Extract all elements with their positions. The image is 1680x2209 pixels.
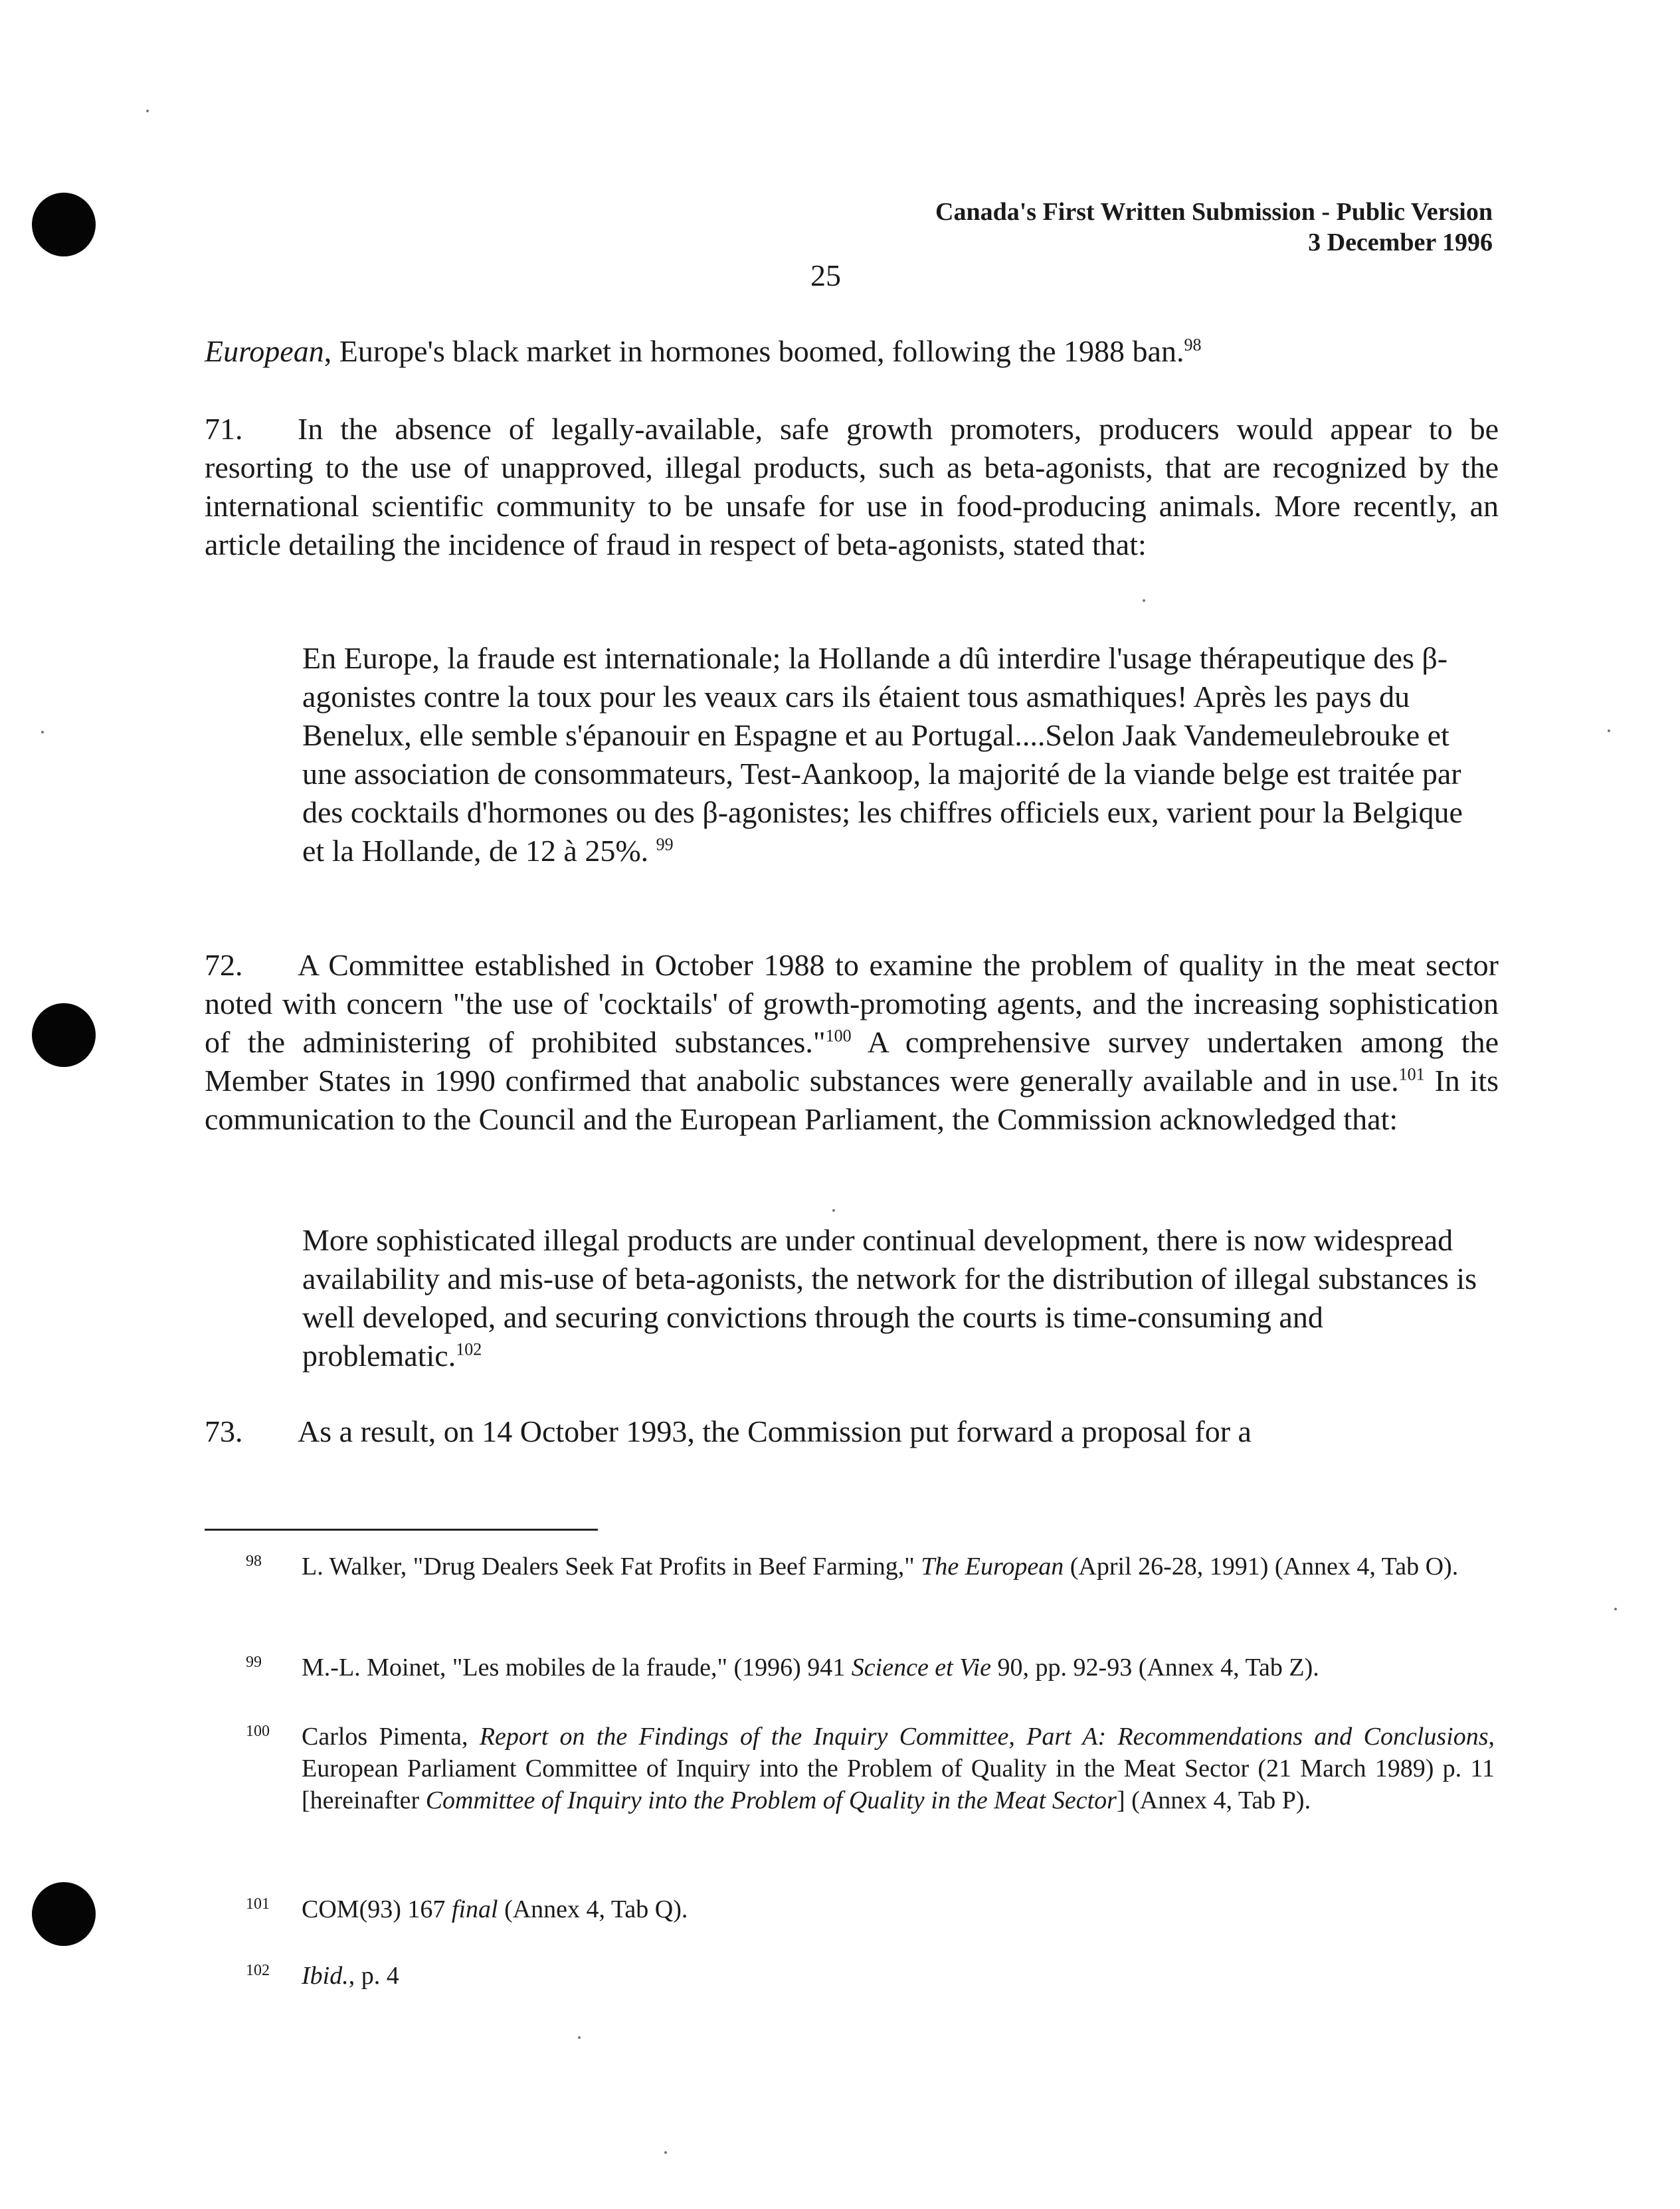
page-number: 25 [810, 258, 841, 292]
scan-speck [146, 110, 149, 112]
binder-hole-bottom [32, 1882, 96, 1946]
intro-text: , Europe's black market in hormones boomed, following the 1988 ban. [324, 334, 1184, 368]
scan-speck [1143, 599, 1145, 602]
footnote-number: 102 [246, 1962, 270, 1979]
paragraph-71 [205, 410, 1499, 564]
paragraph-text: As a result, on 14 October 1993, the Commission put forward a proposal for a [298, 1414, 1252, 1448]
paragraph-text: A comprehensive survey undertaken among the Member States in 1990 confirmed that anabolic substances were generally available and in use. [205, 1025, 1499, 1098]
footnote-ref-101: 101 [1398, 1064, 1425, 1084]
footnote-99 [246, 1652, 1495, 1683]
paragraph-72 [205, 946, 1499, 1139]
footnote-number: 101 [246, 1895, 270, 1913]
paragraph-text: A Committee established in October 1988 to examine the problem of quality in the meat sector noted with concern "the use of 'cocktails' of growth-promoting agents, and the increasing sophistication of the administering of prohibited substances." [205, 948, 1499, 1059]
footnote-text: L. Walker, "Drug Dealers Seek Fat Profits in Beef Farming," The European (April 26-28, 1991) (Annex 4, Tab O). [302, 1553, 1459, 1581]
paragraph-text: In the absence of legally-available, safe growth promoters, producers would appear to be resorting to the use of unapproved, illegal products, such as beta-agonists, that are recognized by the international scientific community to be unsafe for use in food-producing animals. More recently, an article detailing the incidence of fraud in respect of beta-agonists, stated that: [205, 412, 1499, 561]
paragraph-number: 72. [205, 948, 243, 982]
paragraph-73 [205, 1412, 1499, 1451]
footnote-ref-98: 98 [1184, 335, 1202, 355]
binder-hole-middle [32, 1003, 96, 1067]
paragraph-text: In its communication to the Council and the European Parliament, the Commission acknowledged that: [205, 1064, 1499, 1136]
document-header-date: 3 December 1996 [1308, 229, 1493, 256]
scan-speck [664, 2151, 667, 2154]
binder-hole-top [32, 193, 96, 256]
footnote-text: COM(93) 167 final (Annex 4, Tab Q). [302, 1895, 688, 1923]
block-quote-commission [302, 1221, 1485, 1375]
intro-italic: European [205, 334, 324, 368]
scan-speck [578, 2036, 581, 2039]
continuation-line [205, 332, 1499, 371]
footnote-text: Ibid., p. 4 [302, 1962, 399, 1990]
footnote-ref-99: 99 [656, 834, 674, 854]
footnote-number: 100 [246, 1723, 270, 1740]
footnote-101 [246, 1893, 1495, 1925]
scan-speck [1614, 1608, 1617, 1610]
footnote-separator [205, 1529, 598, 1531]
footnote-ref-100: 100 [825, 1026, 852, 1046]
paragraph-number: 71. [205, 412, 243, 446]
footnote-100 [246, 1721, 1495, 1816]
document-header-title: Canada's First Written Submission - Public Version [935, 198, 1493, 226]
footnote-98 [246, 1551, 1495, 1583]
quote-text: More sophisticated illegal products are under continual development, there is now widespread availability and mis-use of beta-agonists, the network for the distribution of illegal substances is well developed, and securing convictions through the courts is time-consuming and problematic. [302, 1223, 1477, 1373]
footnote-number: 98 [246, 1553, 262, 1570]
footnote-text: M.-L. Moinet, "Les mobiles de la fraude," (1996) 941 Science et Vie 90, pp. 92-93 (Annex 4, Tab Z). [302, 1654, 1319, 1681]
footnote-ref-102: 102 [456, 1339, 482, 1359]
footnote-number: 99 [246, 1654, 262, 1671]
scan-speck [1608, 729, 1610, 732]
footnote-text: Carlos Pimenta, Report on the Findings of the Inquiry Committee, Part A: Recommendations and Conclusions, European Parliament Committee of Inquiry into the Problem of Quality in the Meat Sector (21 March 1989) p. 11 [hereinafter Committee of Inquiry into the Problem of Quality in the Meat Sector] (Annex 4, Tab P). [302, 1723, 1495, 1814]
footnote-102 [246, 1960, 1495, 1992]
quote-text: En Europe, la fraude est internationale; la Hollande a dû interdire l'usage thérapeutique des β-agonistes contre la toux pour les veaux cars ils étaient tous asmathiques! Après les pays du Benelux, elle semble s'épanouir en Espagne et au Portugal....Selon Jaak Vandemeulebrouke et une association de consommateurs, Test-Aankoop, la majorité de la viande belge est traitée par des cocktails d'hormones ou des β-agonistes; les chiffres officiels eux, varient pour la Belgique et la Hollande, de 12 à 25%. [302, 641, 1463, 868]
paragraph-number: 73. [205, 1414, 243, 1448]
scan-speck [832, 1209, 835, 1212]
scan-speck [41, 731, 44, 733]
block-quote-french [302, 639, 1485, 870]
